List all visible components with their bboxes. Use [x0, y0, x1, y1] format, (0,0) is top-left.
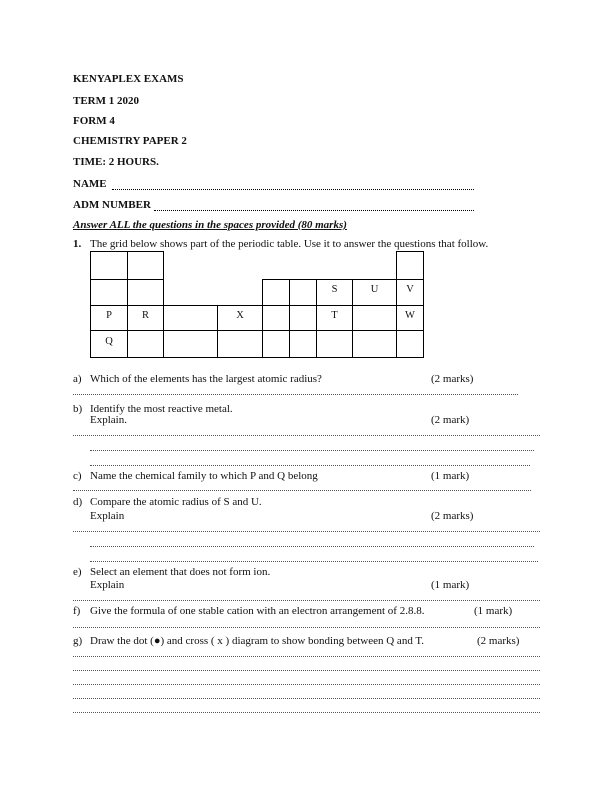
- adm-number-field[interactable]: [154, 210, 474, 211]
- grid-cell-empty: [316, 330, 353, 358]
- answer-line[interactable]: [73, 490, 531, 491]
- part-g-label: g): [73, 635, 83, 647]
- answer-line[interactable]: [90, 450, 534, 451]
- term: TERM 1 2020: [73, 95, 139, 107]
- grid-cell-x: X: [217, 305, 263, 331]
- question-number: 1.: [73, 238, 82, 250]
- answer-line[interactable]: [73, 394, 518, 395]
- grid-cell-empty: [163, 330, 218, 358]
- grid-cell-w: W: [396, 305, 424, 331]
- grid-cell-empty: [127, 251, 164, 280]
- answer-line[interactable]: [73, 698, 540, 699]
- answer-line[interactable]: [73, 435, 540, 436]
- part-f-label: f): [73, 605, 81, 617]
- answer-line[interactable]: [90, 546, 534, 547]
- grid-cell-q: Q: [90, 330, 128, 358]
- part-d-marks: (2 marks): [431, 510, 474, 522]
- name-field[interactable]: [112, 189, 474, 190]
- answer-line[interactable]: [73, 600, 540, 601]
- part-b-text2: Explain.: [90, 414, 127, 426]
- part-e-marks: (1 mark): [431, 579, 470, 591]
- grid-cell-empty: [90, 279, 128, 306]
- part-a-marks: (2 marks): [431, 373, 474, 385]
- grid-cell-empty: [127, 330, 164, 358]
- grid-cell-empty: [163, 305, 218, 331]
- part-d-text2: Explain: [90, 510, 125, 522]
- answer-line[interactable]: [73, 656, 540, 657]
- question-stem: The grid below shows part of the periodic table. Use it to answer the questions that follow.: [90, 238, 489, 250]
- part-e-label: e): [73, 566, 82, 578]
- grid-cell-empty: [396, 330, 424, 358]
- part-d-text: Compare the atomic radius of S and U.: [90, 496, 262, 508]
- part-b-marks: (2 mark): [431, 414, 470, 426]
- grid-cell-empty: [289, 330, 317, 358]
- grid-cell-s: S: [316, 279, 353, 306]
- grid-cell-empty: [289, 305, 317, 331]
- grid-cell-empty: [262, 330, 290, 358]
- part-b-label: b): [73, 403, 83, 415]
- grid-cell-r: R: [127, 305, 164, 331]
- grid-cell-empty: [262, 305, 290, 331]
- part-e-text: Select an element that does not form ion.: [90, 566, 271, 578]
- grid-cell-empty: [352, 330, 397, 358]
- part-g-marks: (2 marks): [477, 635, 520, 647]
- grid-cell-v: V: [396, 279, 424, 306]
- paper-title: CHEMISTRY PAPER 2: [73, 135, 187, 147]
- answer-line[interactable]: [73, 670, 540, 671]
- grid-cell-empty: [289, 279, 317, 306]
- part-c-text: Name the chemical family to which P and Q belong: [90, 470, 318, 482]
- part-a-label: a): [73, 373, 82, 385]
- grid-cell-empty: [352, 305, 397, 331]
- answer-line[interactable]: [73, 531, 540, 532]
- part-b-text: Identify the most reactive metal.: [90, 403, 233, 415]
- part-g-text: Draw the dot (●) and cross ( x ) diagram to show bonding between Q and T.: [90, 635, 425, 647]
- grid-cell-empty: [127, 279, 164, 306]
- part-d-label: d): [73, 496, 83, 508]
- part-a-text: Which of the elements has the largest atomic radius?: [90, 373, 322, 385]
- grid-cell-t: T: [316, 305, 353, 331]
- answer-line[interactable]: [90, 561, 538, 562]
- grid-cell-empty: [262, 279, 290, 306]
- grid-cell-p: P: [90, 305, 128, 331]
- part-c-marks: (1 mark): [431, 470, 470, 482]
- answer-line[interactable]: [73, 684, 540, 685]
- name-label: NAME: [73, 178, 107, 190]
- adm-label: ADM NUMBER: [73, 199, 151, 211]
- time: TIME: 2 HOURS.: [73, 156, 159, 168]
- form: FORM 4: [73, 115, 115, 127]
- answer-line[interactable]: [73, 712, 540, 713]
- answer-line[interactable]: [73, 627, 540, 628]
- part-f-marks: (1 mark): [474, 605, 513, 617]
- part-c-label: c): [73, 470, 82, 482]
- grid-cell-empty: [90, 251, 128, 280]
- answer-line[interactable]: [90, 465, 530, 466]
- grid-cell-u: U: [352, 279, 397, 306]
- grid-cell-empty: [217, 330, 263, 358]
- instructions: Answer ALL the questions in the spaces provided (80 marks): [73, 219, 347, 231]
- part-f-text: Give the formula of one stable cation with an electron arrangement of 2.8.8.: [90, 605, 425, 617]
- school-name: KENYAPLEX EXAMS: [73, 73, 184, 85]
- grid-cell-empty: [396, 251, 424, 280]
- part-e-text2: Explain: [90, 579, 125, 591]
